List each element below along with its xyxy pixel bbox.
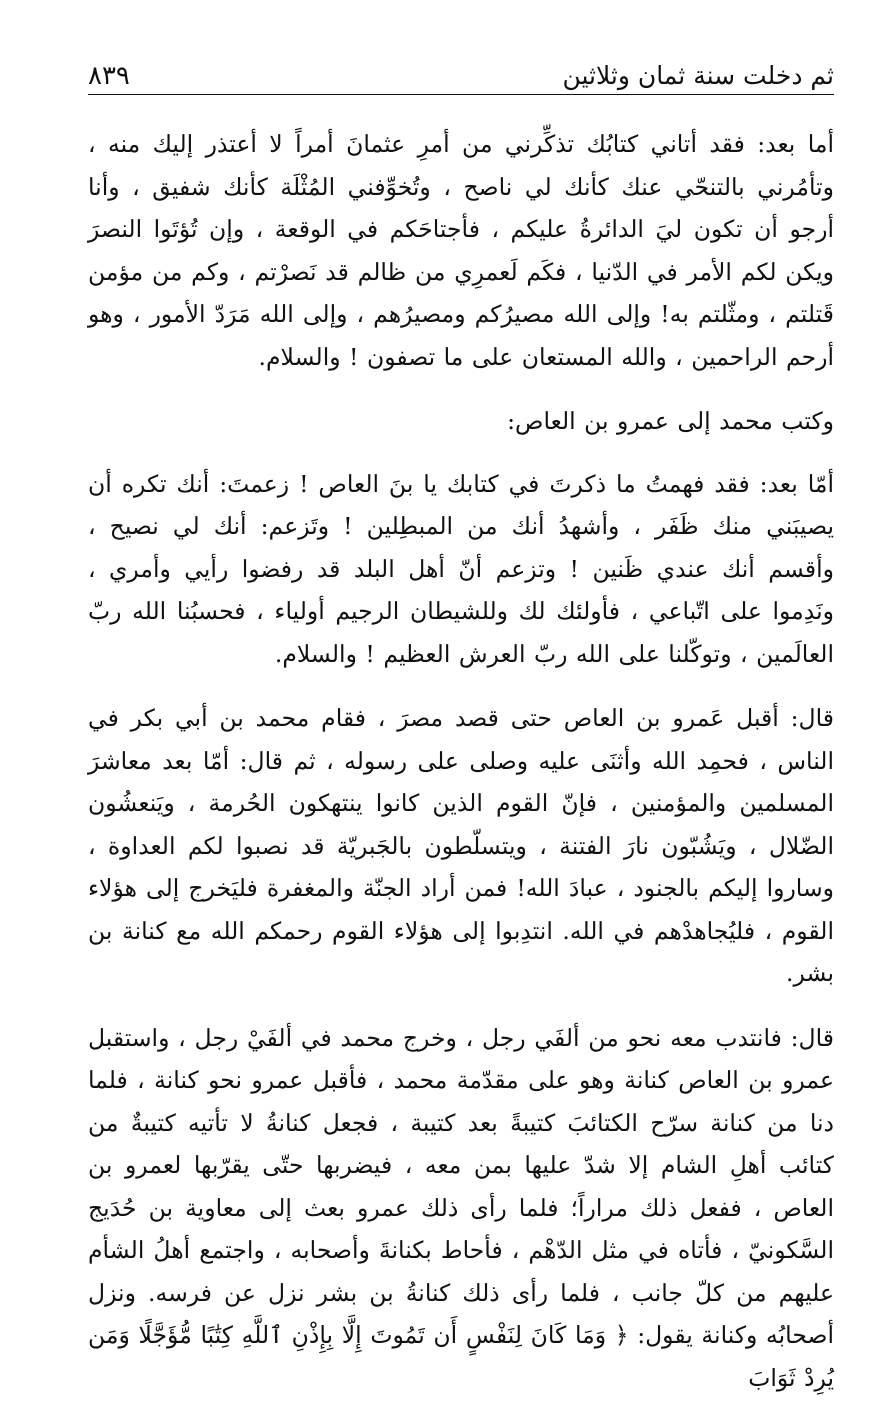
paragraph-speech: قال: أقبل عَمرو بن العاص حتى قصد مصرَ ، فقام محمد بن أبي بكر في الناس ، فحمِد الله وأثنَى عليه وصلى على رسوله ، ثم قال: أمّا بعد معاشرَ المسلمين والمؤمنين ، فإنّ القوم الذين كانوا ينتهكون الحُرمة ، ويَنعشُون الضّلال ، ويَشُبّون نارَ الفتنة ، ويتسلّطون بالجَبريّة قد نصبوا لكم العداوة ، وساروا إليكم بالجنود ، عبادَ الله! فمن أراد الجنّة والمغفرة فليَخرج إلى هؤلاء القوم ، فليُجاهدْهم في الله. انتدِبوا إلى هؤلاء القوم رحمكم الله مع كنانة بن بشر. — [88, 704, 834, 987]
running-header — [88, 52, 834, 95]
paragraph-intro-letter: وكتب محمد إلى عمرو بن العاص: — [507, 407, 834, 435]
running-title: ثم دخلت سنة ثمان وثلاثين — [562, 61, 834, 90]
paragraph-letter-to-amr: أمّا بعد: فقد فهمتُ ما ذكرتَ في كتابك يا بنَ العاص ! زعمتَ: أنك تكره أن يصيبَني منك ظَفَر ، وأشهدُ أنك من المبطِلين ! وتَزعم: أنك لي نصيح ، وأقسم أنك عندي ظَنين ! وتزعم أنّ أهل البلد قد رفضوا رأيي وأمري ، ونَدِموا على اتّباعي ، فأولئك لك وللشيطان الرجيم أولياء ، فحسبُنا الله ربّ العالَمين ، وتوكّلنا على الله ربّ العرش العظيم ! والسلام. — [88, 469, 834, 668]
paragraph-battle-text: قال: فانتدب معه نحو من ألفَي رجل ، وخرج محمد في ألفَيْ رجل ، واستقبل عمرو بن العاص كنانة وهو على مقدّمة محمد ، فأقبل عمرو نحو كنانة ، فلما دنا من كنانة سرّح الكتائبَ كتيبةً بعد كتيبة ، فجعل كنانةُ لا تأتيه كتيبةٌ من كتائب أهلِ الشام إلا شدّ عليها بمن معه ، فيضربها حتّى يقرّبها لعمرو بن العاص ، ففعل ذلك مراراً؛ فلما رأى ذلك عمرو بعث إلى معاوية بن حُدَيج السَّكونيّ ، فأتاه في مثل الدّهْم ، فأحاط بكنانةَ وأصحابه ، واجتمع أهلُ الشأم عليهم من كلّ جانب ، فلما رأى ذلك كنانةُ بن بشر نزل عن فرسه. ونزل أصحابُه وكنانة يقول: — [88, 1023, 834, 1349]
body-text — [88, 123, 834, 1399]
paragraph-letter-reply: أما بعد: فقد أتاني كتابُك تذكِّرني من أمرِ عثمانَ أمراً لا أعتذر إليك منه ، وتأمُرني بالتنحّي عنك كأنك لي ناصح ، وتُخوِّفني المُثْلَة كأنك شفيق ، وأنا أرجو أن تكون ليَ الدائرةُ عليكم ، فأجتاحَكم في الوقعة ، وإن تُؤتَوا النصرَ ويكن لكم الأمر في الدّنيا ، فكَم لَعمرِي من ظالم قد نَصرْتم ، وكم من مؤمن قَتلتم ، ومثّلتم به! وإلى الله مصيرُكم ومصيرُهم ، وإلى الله مَرَدّ الأمور ، وهو أرحم الراحمين ، والله المستعان على ما تصفون ! والسلام. — [88, 130, 834, 371]
quran-verse: ﴿ وَمَا كَانَ لِنَفْسٍ أَن تَمُوتَ إِلَّا بِإِذْنِ ٱللَّهِ كِتَٰبًا مُّؤَجَّلًا وَمَن يُرِدْ ثَوَابَ — [88, 1321, 834, 1392]
page-number: ٨٣٩ — [88, 61, 130, 91]
paragraph-battle — [88, 1017, 834, 1400]
book-page — [88, 52, 834, 1421]
